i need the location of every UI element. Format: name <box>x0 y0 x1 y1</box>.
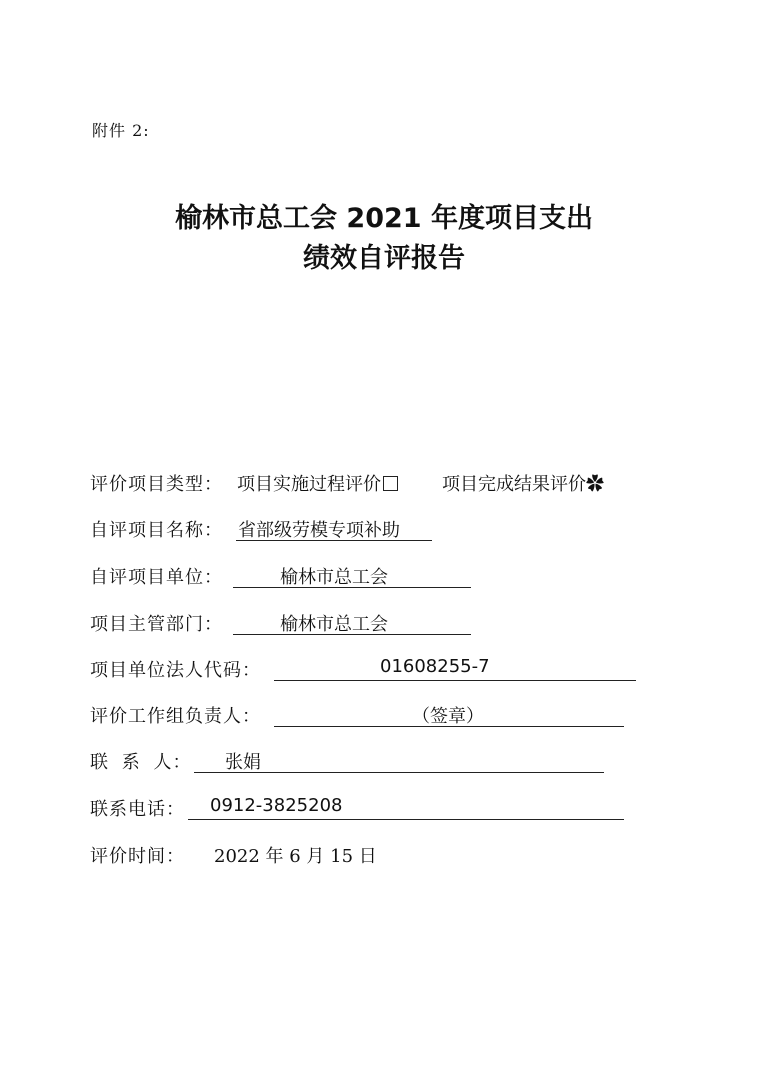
project-type-label: 评价项目类型： <box>90 474 223 495</box>
page-title-line2: 绩效自评报告 <box>303 243 465 274</box>
eval-time-value: 2022 年 6 月 15 日 <box>214 846 377 867</box>
phone-label: 联系电话： <box>90 799 185 820</box>
option-result-eval[interactable] <box>442 470 604 496</box>
project-name-label: 自评项目名称： <box>90 520 223 541</box>
eval-time-label: 评价时间： <box>90 846 185 867</box>
contact-value: 张娟 <box>225 752 261 773</box>
checkbox-icon[interactable] <box>383 476 398 491</box>
phone-value: 0912-3825208 <box>210 795 343 816</box>
department-label: 项目主管部门： <box>90 614 223 635</box>
seal-label: （签章） <box>412 706 484 727</box>
option-process-eval[interactable] <box>237 470 398 496</box>
page-title-line1: 榆林市总工会 2021 年度项目支出 <box>175 203 593 234</box>
project-unit-label: 自评项目单位： <box>90 567 223 588</box>
leader-label: 评价工作组负责人： <box>90 706 261 727</box>
annex-label: 附件 2: <box>92 121 150 140</box>
legal-code-label: 项目单位法人代码： <box>90 660 261 681</box>
flower-mark-icon: ✿ <box>586 474 604 495</box>
option-result-eval-label: 项目完成结果评价 <box>442 474 586 495</box>
project-unit-value: 榆林市总工会 <box>280 567 388 588</box>
option-process-eval-label: 项目实施过程评价 <box>237 474 381 495</box>
project-name-value: 省部级劳模专项补助 <box>238 520 400 541</box>
contact-label: 联 系 人： <box>90 752 192 773</box>
department-value: 榆林市总工会 <box>280 614 388 635</box>
legal-code-value: 01608255-7 <box>380 656 490 677</box>
